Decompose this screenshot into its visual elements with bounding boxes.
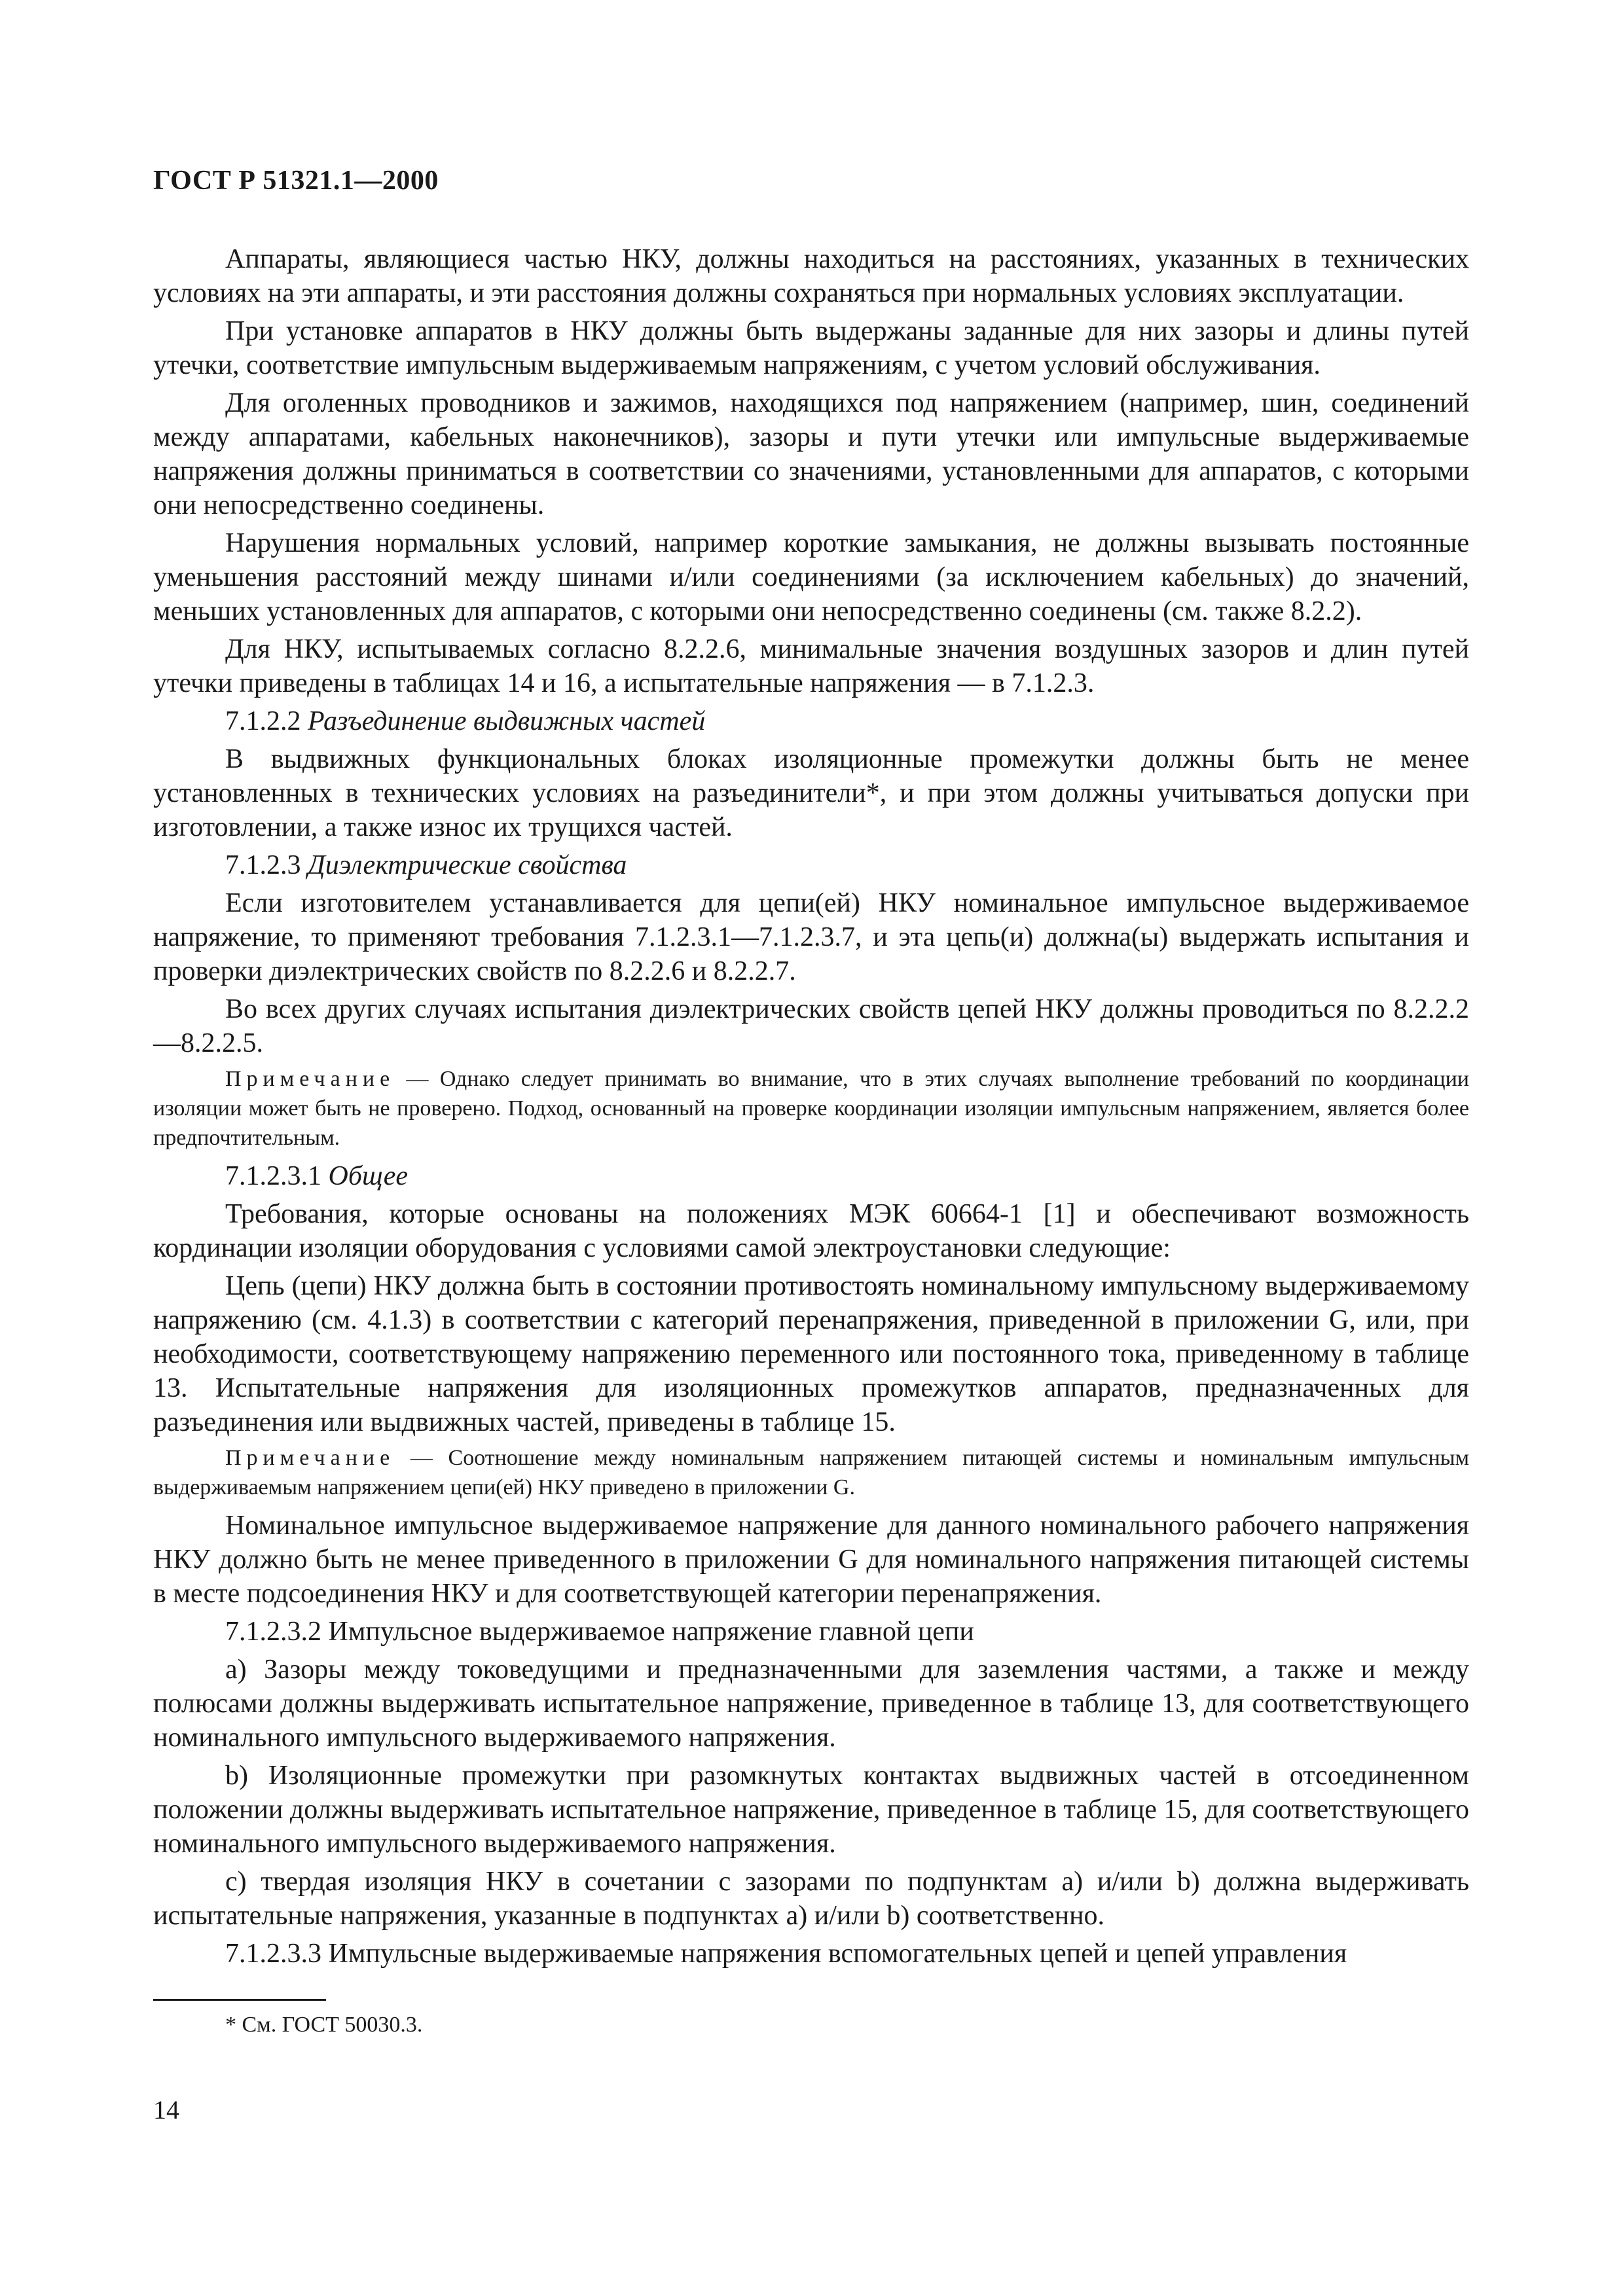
note-text: — Соотношение между номинальным напряжением питающей системы и номинальным импульсным выдерживаемым напряжением цепи(ей) НКУ приведено в приложении G. <box>153 1446 1469 1499</box>
body-paragraph: Аппараты, являющиеся частью НКУ, должны находиться на расстояниях, указанных в технических условиях на эти аппараты, и эти расстояния должны сохраняться при нормальных условиях эксплуатации. <box>153 244 1469 308</box>
section-heading <box>153 1159 1469 1193</box>
section-number: 7.1.2.3 <box>225 850 301 880</box>
footnote: * См. ГОСТ 50030.3. <box>225 2013 423 2037</box>
section-heading <box>153 848 1469 882</box>
body-paragraph: Для НКУ, испытываемых согласно 8.2.2.6, минимальные значения воздушных зазоров и длин путей утечки приведены в таблицах 14 и 16, а испытательные напряжения — в 7.1.2.3. <box>153 634 1469 698</box>
body-paragraph: Номинальное импульсное выдерживаемое напряжение для данного номинального рабочего напряжения НКУ должно быть не менее приведенного в приложении G для номинального напряжения питающей системы в месте подсоединения НКУ и для соответствующей категории перенапряжения. <box>153 1511 1469 1609</box>
body-text <box>153 242 1469 1975</box>
section-heading <box>153 704 1469 738</box>
section-title: Разъединение выдвижных частей <box>308 706 706 736</box>
body-paragraph: Во всех других случаях испытания диэлектрических свойств цепей НКУ должны проводиться по 8.2.2.2—8.2.2.5. <box>153 994 1469 1058</box>
body-paragraph: а) Зазоры между токоведущими и предназначенными для заземления частями, а также и между полюсами должны выдерживать испытательное напряжение, приведенное в таблице 13, для соответствующего номинального импульсного выдерживаемого напряжения. <box>153 1655 1469 1753</box>
note-paragraph <box>153 1064 1469 1153</box>
body-paragraph: Нарушения нормальных условий, например короткие замыкания, не должны вызывать постоянные уменьшения расстояний между шинами и/или соединениями (за исключением кабельных) до значений, меньших установленных для аппаратов, с которыми они непосредственно соединены (см. также 8.2.2). <box>153 528 1469 626</box>
section-number: 7.1.2.2 <box>225 706 301 736</box>
body-paragraph: Цепь (цепи) НКУ должна быть в состоянии противостоять номинальному импульсному выдерживаемому напряжению (см. 4.1.3) в соответствии с категорий перенапряжения, приведенной в приложении G, или, при необходимости, соответствующему напряжению переменного или постоянного тока, приведенному в таблице 13. Испытательные напряжения для изоляционных промежутков аппаратов, предназначенных для разъединения или выдвижных частей, приведены в таблице 15. <box>153 1271 1469 1437</box>
section-title: Диэлектрические свойства <box>308 850 627 880</box>
body-paragraph: В выдвижных функциональных блоках изоляционные промежутки должны быть не менее установленных в технических условиях на разъединители*, и при этом должны учитываться допуски при изготовлении, а также износ их трущихся частей. <box>153 744 1469 842</box>
note-paragraph <box>153 1443 1469 1502</box>
page-number: 14 <box>153 2095 179 2125</box>
body-paragraph: 7.1.2.3.2 Импульсное выдерживаемое напряжение главной цепи <box>225 1617 974 1647</box>
footnote-divider <box>153 1999 326 2001</box>
body-paragraph: При установке аппаратов в НКУ должны быть выдержаны заданные для них зазоры и длины путей утечки, соответствие импульсным выдерживаемым напряжениям, с учетом условий обслуживания. <box>153 316 1469 380</box>
note-label: Примечание <box>225 1067 395 1091</box>
body-paragraph: 7.1.2.3.3 Импульсные выдерживаемые напряжения вспомогательных цепей и цепей управления <box>225 1939 1347 1969</box>
body-paragraph: Для оголенных проводников и зажимов, находящихся под напряжением (например, шин, соединений между аппаратами, кабельных наконечников), зазоры и пути утечки или импульсные выдерживаемые напряжения должны приниматься в соответствии со значениями, установленными для аппаратов, с которыми они непосредственно соединены. <box>153 388 1469 520</box>
body-paragraph: c) твердая изоляция НКУ в сочетании с зазорами по подпунктам а) и/или b) должна выдерживать испытательные напряжения, указанные в подпунктах а) и/или b) соответственно. <box>153 1867 1469 1931</box>
note-label: Примечание <box>225 1446 395 1470</box>
body-paragraph: Если изготовителем устанавливается для цепи(ей) НКУ номинальное импульсное выдерживаемое напряжение, то применяют требования 7.1.2.3.1—7.1.2.3.7, и эта цепь(и) должна(ы) выдержать испытания и проверки диэлектрических свойств по 8.2.2.6 и 8.2.2.7. <box>153 888 1469 986</box>
section-number: 7.1.2.3.1 <box>225 1161 321 1191</box>
section-title: Общее <box>328 1161 408 1191</box>
body-paragraph: b) Изоляционные промежутки при разомкнутых контактах выдвижных частей в отсоединенном положении должны выдерживать испытательное напряжение, приведенное в таблице 15, для соответствующего номинального импульсного выдерживаемого напряжения. <box>153 1761 1469 1859</box>
body-paragraph: Требования, которые основаны на положениях МЭК 60664-1 [1] и обеспечивают возможность кординации изоляции оборудования с условиями самой электроустановки следующие: <box>153 1199 1469 1263</box>
note-text: — Однако следует принимать во внимание, что в этих случаях выполнение требований по координации изоляции может быть не проверено. Подход, основанный на проверке координации изоляции импульсным напряжением, является более предпочтительным. <box>153 1067 1469 1150</box>
document-header: ГОСТ Р 51321.1—2000 <box>153 166 439 196</box>
